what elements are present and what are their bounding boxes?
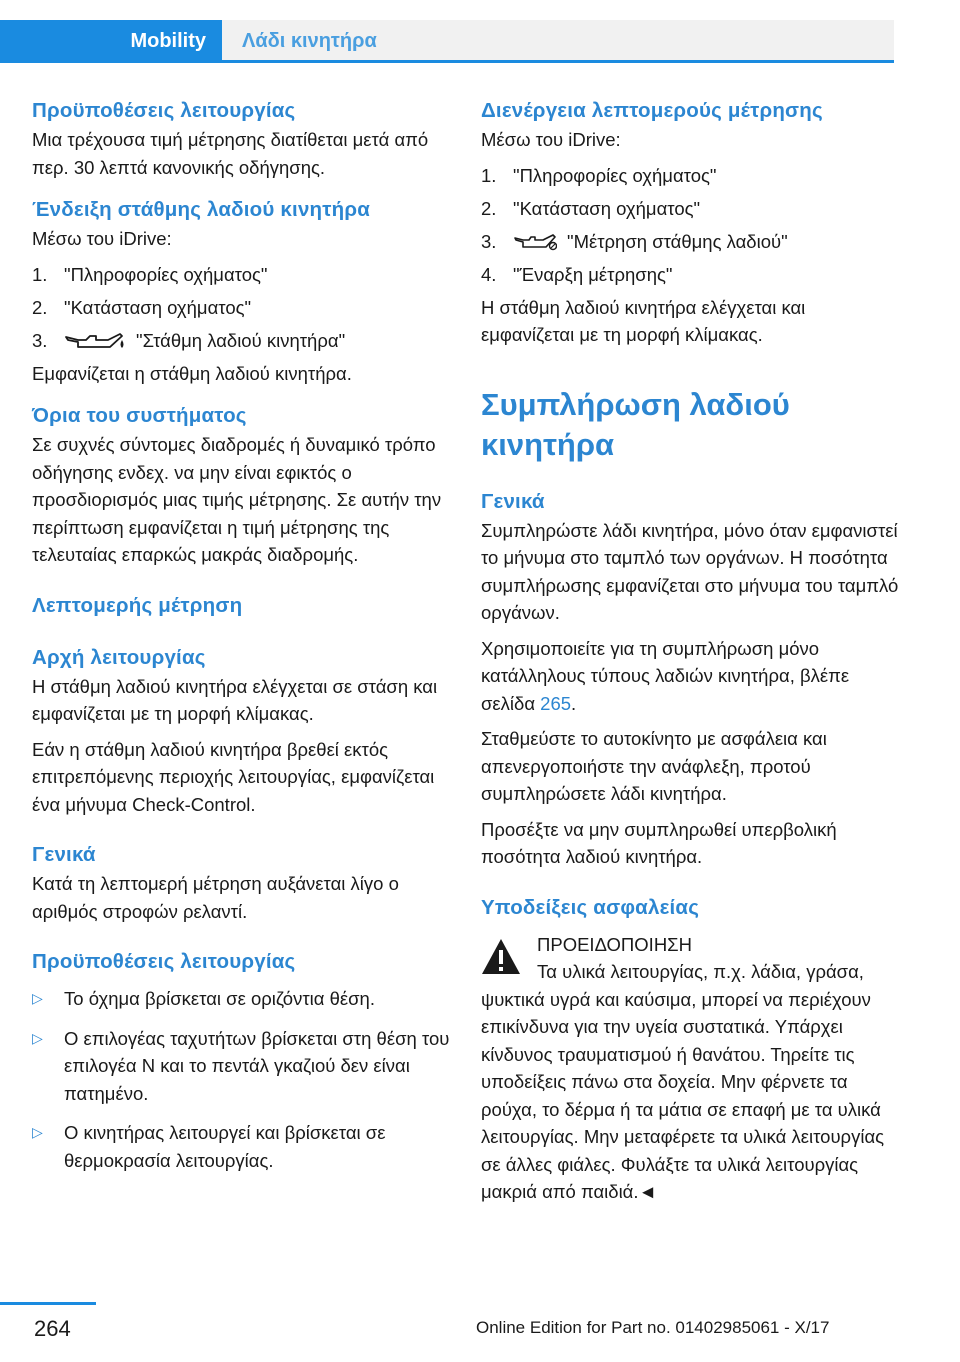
tab-mobility[interactable]: Mobility	[0, 20, 222, 62]
triangle-bullet-icon: ▷	[32, 1029, 43, 1046]
paragraph: Η στάθμη λαδιού κινητήρα ελέγχεται και εμφανίζεται με τη μορφή κλίμακας.	[481, 296, 806, 345]
header-divider	[0, 60, 894, 63]
section-title: Λεπτομερής μέτρηση	[32, 593, 243, 617]
list-item	[481, 162, 899, 190]
step-text: "Μέτρηση στάθμης λαδιού"	[567, 230, 788, 252]
section-title: Διενέργεια λεπτομερούς μέτρησης	[481, 99, 823, 122]
steps-list	[481, 162, 899, 289]
section-title: Υποδείξεις ασφαλείας	[481, 895, 700, 919]
footer-divider	[0, 1302, 96, 1305]
paragraph-text: Χρησιμοποιείτε για τη συμπλήρωση μόνο κατάλληλους τύπους λαδιών κινητήρα, βλέπε σελίδα	[481, 637, 850, 714]
steps-list	[32, 261, 452, 355]
page-link[interactable]: 265	[540, 692, 572, 714]
tab-engine-oil[interactable]: Λάδι κινητήρα	[222, 20, 894, 62]
bullet-text: Το όχημα βρίσκεται σε οριζόντια θέση.	[64, 988, 375, 1009]
paragraph: Μέσω του iDrive:	[32, 228, 172, 249]
warning-title: ΠΡΟΕΙΔΟΠΟΙΗΣΗ	[537, 933, 692, 955]
list-item	[481, 228, 899, 256]
step-text: "Κατάσταση οχήματος"	[64, 296, 252, 318]
oil-can-icon	[64, 331, 126, 353]
triangle-bullet-icon: ▷	[32, 990, 43, 1006]
list-item	[481, 261, 899, 289]
list-item	[32, 1025, 452, 1108]
section-title: Αρχή λειτουργίας	[32, 645, 206, 669]
section-title: Προϋποθέσεις λειτουργίας	[32, 99, 296, 122]
chapter-title: Συμπλήρωση λαδιού κινητήρα	[481, 386, 790, 462]
section-title: Προϋποθέσεις λειτουργίας	[32, 950, 296, 973]
section-title: Γενικά	[32, 843, 96, 866]
paragraph: Σε συχνές σύντομες διαδρομές ή δυναμικό τρόπο οδήγησης ενδεχ. να μην είναι εφικτός ο προσδιορισμός μιας τιμής μέτρησης. Σε αυτήν την περίπτωση εμφανίζεται η τιμή μέτρησης της τελευταίας επαρκώς μακράς διαδρομής.	[32, 434, 442, 565]
step-text: "Έναρξη μέτρησης"	[513, 263, 673, 285]
step-number: 3.	[481, 230, 497, 252]
step-number: 3.	[32, 329, 48, 351]
step-number: 4.	[481, 263, 497, 285]
list-item	[481, 195, 899, 223]
bullet-text: Ο επιλογέας ταχυτήτων βρίσκεται στη θέση του επιλογέα N και το πεντάλ γκαζιού δεν είναι πατημένο.	[64, 1027, 450, 1104]
step-text: "Κατάσταση οχήματος"	[513, 197, 701, 219]
paragraph: Προσέξτε να μην συμπληρωθεί υπερβολική ποσότητα λαδιού κινητήρα.	[481, 818, 837, 867]
list-item	[32, 985, 452, 1013]
bullet-list	[32, 985, 452, 1174]
list-item	[32, 261, 452, 289]
list-item	[32, 1119, 452, 1174]
paragraph: Εμφανίζεται η στάθμη λαδιού κινητήρα.	[32, 362, 352, 384]
paragraph: Μια τρέχουσα τιμή μέτρησης διατίθεται μετά από περ. 30 λεπτά κανονικής οδήγησης.	[32, 129, 429, 178]
warning-body: Τα υλικά λειτουργίας, π.χ. λάδια, γράσα, ψυκτικά υγρά και καύσιμα, μπορεί να περιέχουν επικίνδυνα για την υγεία συστατικά. Υπάρχει κίνδυνος τραυματισμού ή θανάτου. Τηρείτε τις υποδείξεις πάνω στα δοχεία. Μην φέρνετε τα ρούχα, το δέρμα ή τα μάτια σε επαφή με τα υλικά λειτουργίας. Μην μεταφέρετε τα υλικά λειτουργίας σε άλλες φιάλες. Φυλάξτε τα υλικά λειτουργίας μακριά από παιδιά.◄	[481, 961, 885, 1202]
paragraph	[481, 635, 899, 718]
warning-block	[481, 931, 899, 1206]
step-text: "Πληροφορίες οχήματος"	[513, 164, 717, 186]
step-number: 1.	[32, 263, 48, 285]
step-text: "Πληροφορίες οχήματος"	[64, 263, 268, 285]
list-item	[32, 327, 452, 355]
step-text: "Στάθμη λαδιού κινητήρα"	[136, 329, 346, 351]
right-column	[481, 96, 899, 1206]
bullet-text: Ο κινητήρας λειτουργεί και βρίσκεται σε θερμοκρασία λειτουργίας.	[64, 1122, 386, 1171]
paragraph-text: .	[571, 692, 577, 714]
step-number: 2.	[481, 197, 497, 219]
section-title: Όρια του συστήματος	[32, 404, 247, 427]
warning-triangle-icon	[481, 937, 521, 977]
list-item	[32, 294, 452, 322]
oil-can-icon	[513, 232, 557, 254]
page-header	[0, 0, 960, 62]
left-column	[32, 96, 452, 1186]
paragraph: Σταθμεύστε το αυτοκίνητο με ασφάλεια και απενεργοποιήστε την ανάφλεξη, προτού συμπληρώσετε λάδι κινητήρα.	[481, 728, 827, 804]
paragraph: Μέσω του iDrive:	[481, 129, 621, 150]
section-title: Γενικά	[481, 489, 545, 513]
paragraph: Κατά τη λεπτομερή μέτρηση αυξάνεται λίγο ο αριθμός στροφών ρελαντί.	[32, 873, 399, 922]
page-number: 264	[34, 1316, 71, 1341]
edition-note: Online Edition for Part no. 01402985061 - X/17	[476, 1318, 830, 1337]
paragraph: Η στάθμη λαδιού κινητήρα ελέγχεται σε στάση και εμφανίζεται με τη μορφή κλίμακας.	[32, 675, 438, 724]
section-title: Ένδειξη στάθμης λαδιού κινητήρα	[32, 198, 371, 221]
warning-text	[481, 958, 899, 1206]
paragraph: Συμπληρώστε λάδι κινητήρα, μόνο όταν εμφανιστεί το μήνυμα στο ταμπλό των οργάνων. Η ποσότητα συμπλήρωσης εμφανίζεται στο μήνυμα του ταμπλό οργάνων.	[481, 519, 899, 623]
triangle-bullet-icon: ▷	[32, 1124, 43, 1140]
paragraph: Εάν η στάθμη λαδιού κινητήρα βρεθεί εκτός επιτρεπόμενης περιοχής λειτουργίας, εμφανίζεται ένα μήνυμα Check-Control.	[32, 738, 435, 815]
step-number: 2.	[32, 296, 48, 318]
step-number: 1.	[481, 164, 497, 186]
